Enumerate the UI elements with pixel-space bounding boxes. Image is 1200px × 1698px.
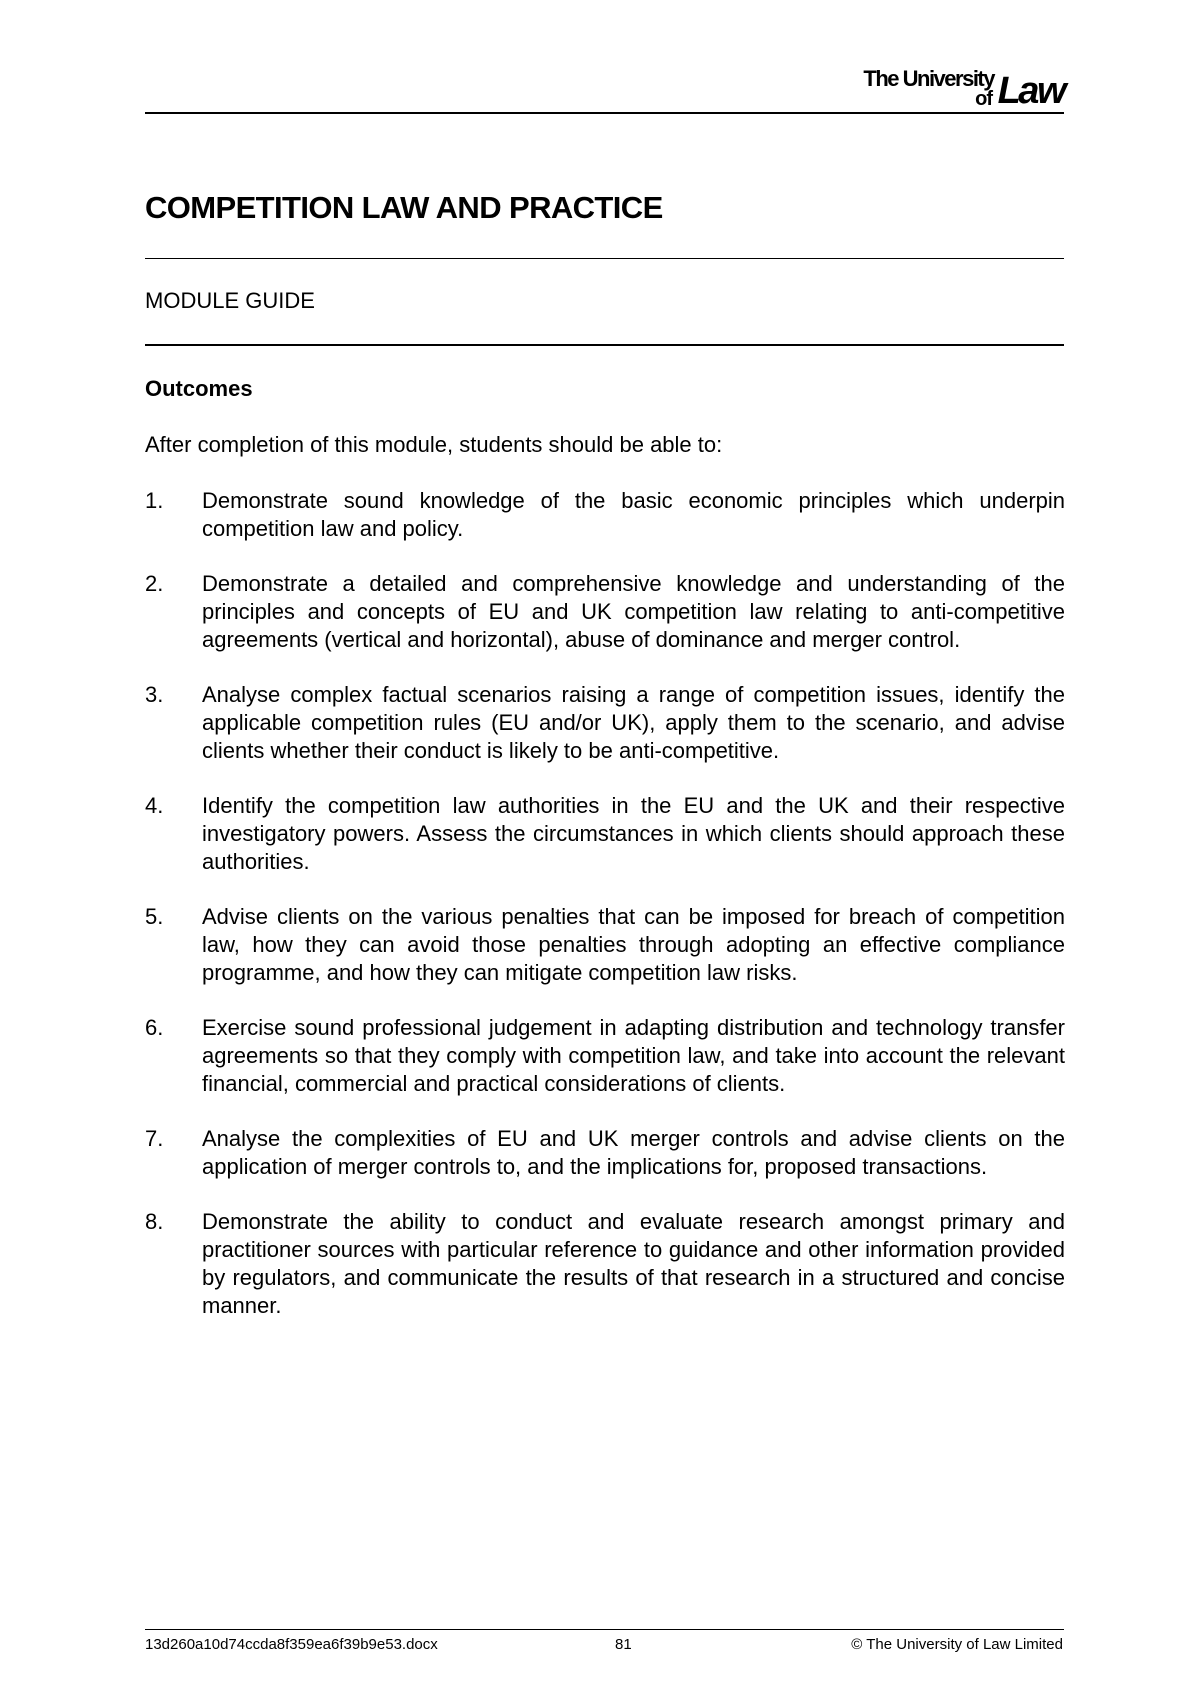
outcome-text: Analyse the complexities of EU and UK merger controls and advise clients on the application of merger controls to, and the implications for, proposed transactions. — [202, 1126, 1065, 1179]
outcome-number: 8. — [145, 1209, 164, 1234]
footer-page-number: 81 — [615, 1636, 632, 1653]
university-logo — [854, 66, 1064, 110]
footer-filename: 13d260a10d74ccda8f359ea6f39b9e53.docx — [145, 1636, 438, 1653]
outcome-number: 6. — [145, 1015, 164, 1040]
outcome-text: Demonstrate the ability to conduct and evaluate research amongst primary and practitioner sources with particular reference to guidance and other information provided by regulators, and communicate the results of that research in a structured and concise manner. — [202, 1209, 1065, 1318]
outcome-number: 5. — [145, 904, 164, 929]
outcome-number: 2. — [145, 571, 164, 596]
title-divider — [145, 258, 1064, 259]
outcome-text: Analyse complex factual scenarios raising a range of competition issues, identify the applicable competition rules (EU and/or UK), apply them to the scenario, and advise clients whether their conduct is likely to be anti-competitive. — [202, 682, 1065, 763]
logo-line-2: of — [975, 88, 992, 110]
outcome-number: 4. — [145, 793, 164, 818]
logo-line-1: The University — [863, 66, 994, 91]
outcome-text: Advise clients on the various penalties that can be imposed for breach of competition law, how they can avoid those penalties through adopting an effective compliance programme, and how they can mitigate competition law risks. — [202, 904, 1065, 985]
footer-divider — [145, 1629, 1064, 1630]
outcome-text: Demonstrate sound knowledge of the basic economic principles which underpin competition law and policy. — [202, 488, 1065, 541]
outcome-item — [145, 487, 1065, 543]
outcome-item — [145, 681, 1065, 765]
outcome-number: 1. — [145, 488, 164, 513]
outcome-number: 7. — [145, 1126, 164, 1151]
outcome-number: 3. — [145, 682, 164, 707]
outcomes-list — [145, 487, 1065, 1347]
logo-line-3: Law — [997, 70, 1064, 112]
document-title: COMPETITION LAW AND PRACTICE — [145, 190, 663, 225]
outcome-text: Demonstrate a detailed and comprehensive knowledge and understanding of the principles and concepts of EU and UK competition law relating to anti-competitive agreements (vertical and horizontal), abuse of dominance and merger control. — [202, 571, 1065, 652]
outcome-text: Identify the competition law authorities in the EU and the UK and their respective investigatory powers. Assess the circumstances in which clients should approach these authorities. — [202, 793, 1065, 874]
outcome-item — [145, 903, 1065, 987]
document-subtitle: MODULE GUIDE — [145, 288, 315, 313]
outcome-item — [145, 1208, 1065, 1320]
section-heading: Outcomes — [145, 376, 253, 401]
subtitle-divider — [145, 344, 1064, 346]
outcome-item — [145, 570, 1065, 654]
intro-text: After completion of this module, students should be able to: — [145, 432, 723, 457]
outcome-item — [145, 792, 1065, 876]
header-divider — [145, 112, 1064, 114]
footer-copyright: © The University of Law Limited — [851, 1636, 1063, 1653]
outcome-text: Exercise sound professional judgement in adapting distribution and technology transfer agreements so that they comply with competition law, and take into account the relevant financial, commercial and practical considerations of clients. — [202, 1015, 1065, 1096]
outcome-item — [145, 1014, 1065, 1098]
outcome-item — [145, 1125, 1065, 1181]
